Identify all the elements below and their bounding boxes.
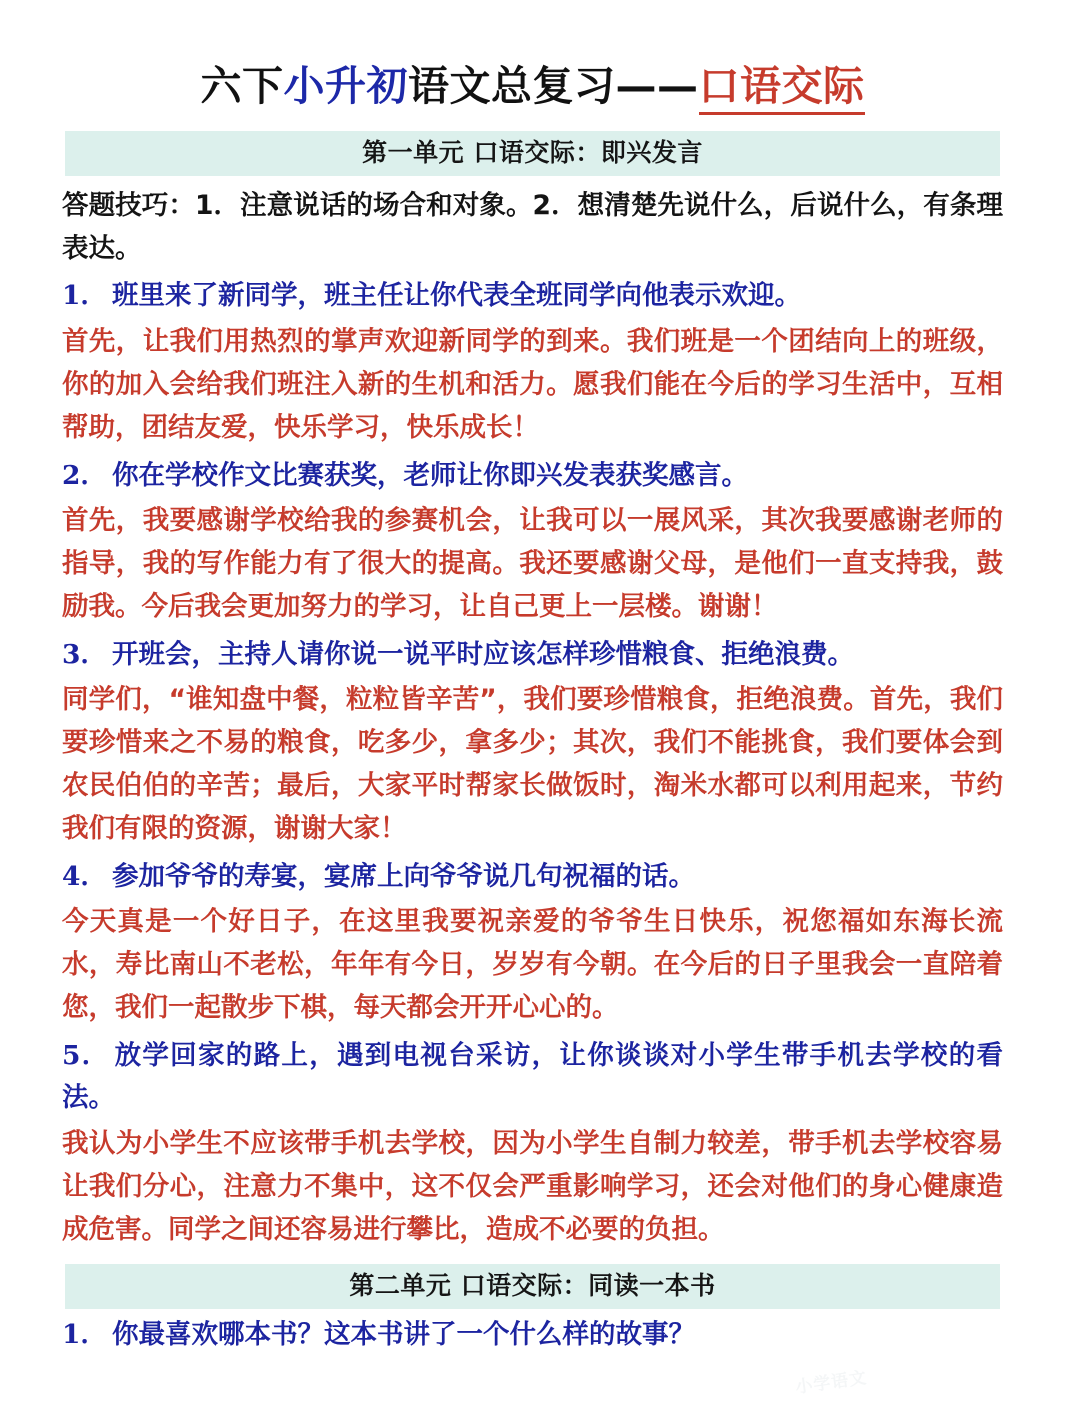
title-segment-grade: 六下 — [200, 62, 284, 110]
question-2-1 — [62, 1314, 1003, 1356]
answer-1-2: 首先，我要感谢学校给我的参赛机会，让我可以一展风采，其次我要感谢老师的指导，我的写作能力有了很大的提高。我还要感谢父母，是他们一直支持我，鼓励我。今后我会更加努力的学习，让自己更上一层楼。谢谢！ — [62, 505, 1003, 622]
question-number: 5． — [62, 1040, 110, 1071]
answer-1-5: 我认为小学生不应该带手机去学校，因为小学生自制力较差，带手机去学校容易让我们分心，注意力不集中，这不仅会严重影响学习，还会对他们的身心健康造成危害。同学之间还容易进行攀比，造成不必要的负担。 — [62, 1127, 1003, 1245]
question-number: 1． — [62, 1318, 107, 1350]
answer-tips: 答题技巧：1．注意说话的场合和对象。2．想清楚先说什么，后说什么，有条理表达。 — [62, 190, 1003, 264]
question-1-5 — [62, 1035, 1003, 1120]
title-segment-highlight: 小升初 — [283, 62, 408, 110]
question-number: 1． — [62, 280, 107, 312]
question-text: 开班会，主持人请你说一说平时应该怎样珍惜粮食、拒绝浪费。 — [111, 638, 854, 670]
question-text: 你最喜欢哪本书？这本书讲了一个什么样的故事？ — [111, 1318, 695, 1350]
answer-1-3: 同学们，“谁知盘中餐，粒粒皆辛苦”，我们要珍惜粮食，拒绝浪费。首先，我们要珍惜来之不易的粮食，吃多少，拿多少；其次，我们不能挑食，我们要体会到农民伯伯的辛苦；最后，大家平时帮家长做饭时，淘米水都可以利用起来，节约我们有限的资源，谢谢大家！ — [62, 684, 1003, 844]
question-1-4 — [62, 856, 1003, 898]
question-number: 2． — [62, 459, 107, 491]
question-number: 3． — [62, 638, 107, 670]
watermark: 小学语文 — [794, 1368, 869, 1398]
question-1-3 — [62, 634, 1003, 676]
question-text: 你在学校作文比赛获奖，老师让你即兴发表获奖感言。 — [111, 459, 748, 491]
question-text: 放学回家的路上，遇到电视台采访，让你谈谈对小学生带手机去学校的看法。 — [62, 1040, 1003, 1114]
question-1-2 — [62, 455, 1003, 497]
answer-1-1: 首先，让我们用热烈的掌声欢迎新同学的到来。我们班是一个团结向上的班级，你的加入会给我们班注入新的生机和活力。愿我们能在今后的学习生活中，互相帮助，团结友爱，快乐学习，快乐成长！ — [62, 325, 1003, 443]
title-segment-topic: 口语交际 — [699, 62, 865, 115]
title-segment-subject: 语文总复习—— — [408, 62, 699, 110]
question-number: 4． — [62, 860, 107, 892]
unit-header-2: 第二单元 口语交际：同读一本书 — [65, 1264, 1000, 1309]
unit-header-1: 第一单元 口语交际：即兴发言 — [65, 131, 1000, 176]
question-1-1 — [62, 275, 1003, 317]
page-title — [0, 0, 1065, 110]
answer-1-4: 今天真是一个好日子，在这里我要祝亲爱的爷爷生日快乐，祝您福如东海长流水，寿比南山不老松，年年有今日，岁岁有今朝。在今后的日子里我会一直陪着您，我们一起散步下棋，每天都会开开心心的。 — [62, 906, 1003, 1024]
question-text: 班里来了新同学，班主任让你代表全班同学向他表示欢迎。 — [111, 280, 801, 312]
question-text: 参加爷爷的寿宴，宴席上向爷爷说几句祝福的话。 — [111, 860, 695, 892]
